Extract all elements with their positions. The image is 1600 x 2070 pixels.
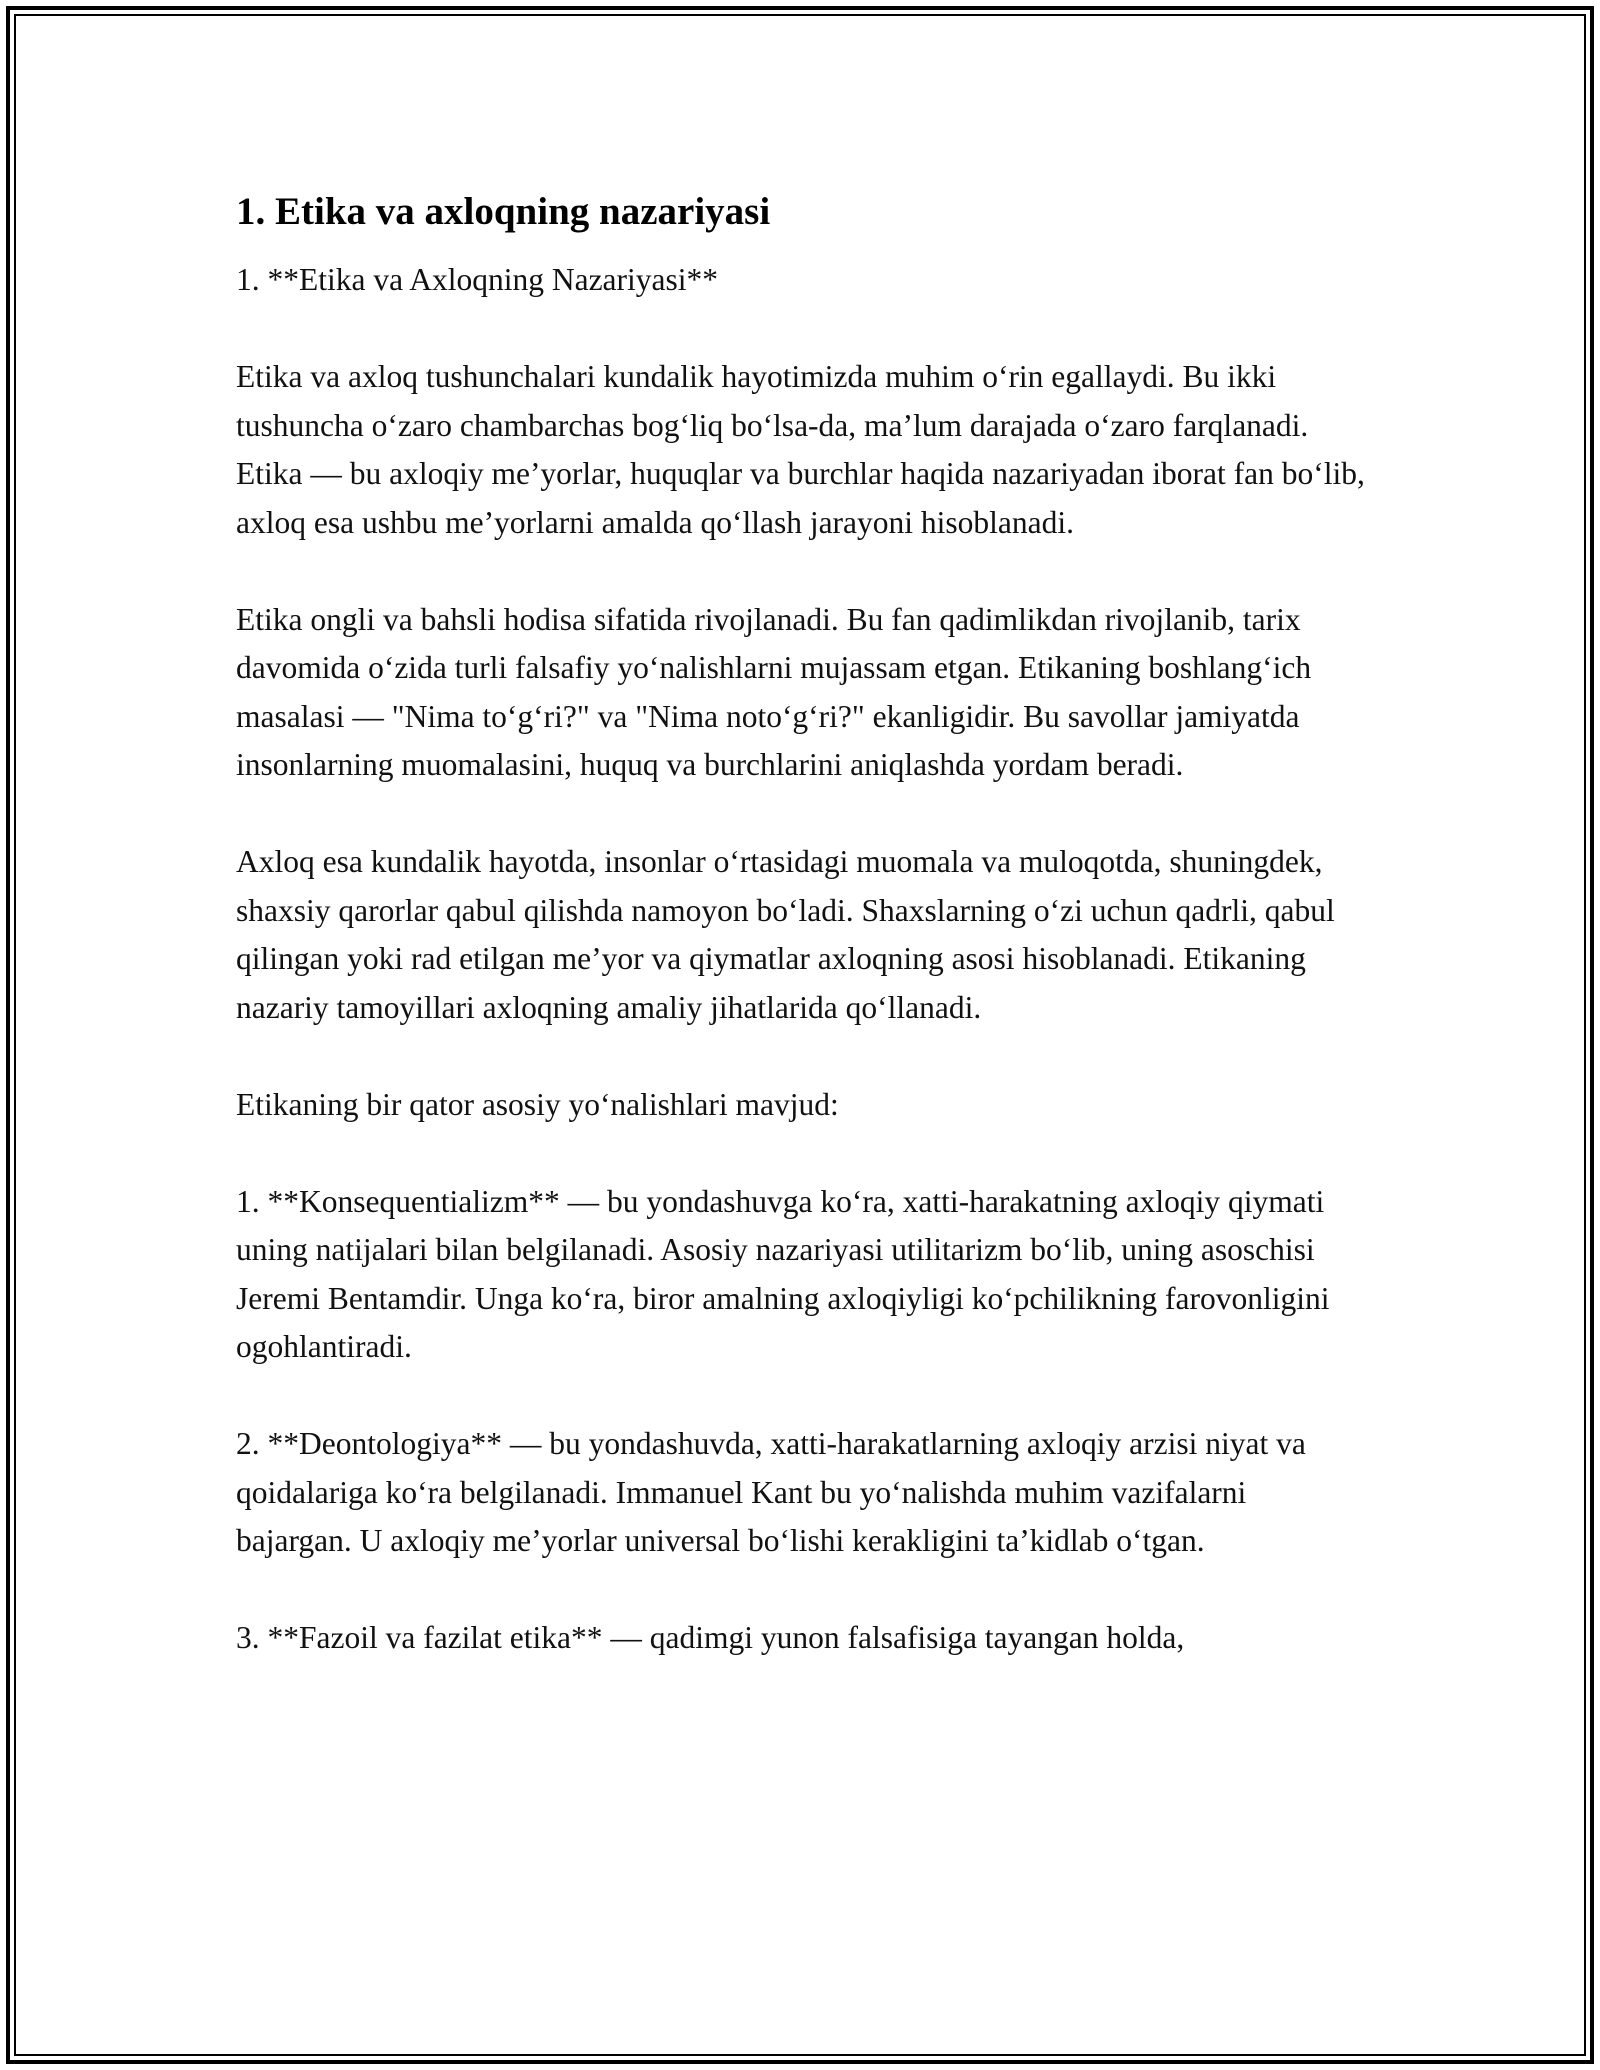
list-item-deontologiya: 2. **Deontologiya** — bu yondashuvda, xatti-harakatlarning axloqiy arzisi niyat va qoidalariga ko‘ra belgilanadi. Immanuel Kant bu yo‘nalishda muhim vazifalarni bajargan. U axloqiy me’yorlar universal bo‘lishi kerakligini ta’kidlab o‘tgan.	[236, 1426, 1306, 1558]
document-page	[236, 186, 1366, 1711]
list-item-konsequentializm: 1. **Konsequentializm** — bu yondashuvga ko‘ra, xatti-harakatning axloqiy qiymati uning natijalari bilan belgilanadi. Asosiy nazariyasi utilitarizm bo‘lib, uning asoschisi Jeremi Bentamdir. Unga ko‘ra, biror amalning axloqiyligi ko‘pchilikning farovonligini ogohlantiradi.	[236, 1183, 1330, 1364]
list-item-fazilat-etika: 3. **Fazoil va fazilat etika** — qadimgi yunon falsafisiga tayangan holda,	[236, 1620, 1185, 1655]
paragraph-etika-development: Etika ongli va bahsli hodisa sifatida rivojlanadi. Bu fan qadimlikdan rivojlanib, tarix davomida o‘zida turli falsafiy yo‘nalishlarni mujassam etgan. Etikaning boshlang‘ich masalasi — "Nima to‘g‘ri?" va "Nima noto‘g‘ri?" ekanligidir. Bu savollar jamiyatda insonlarning muomalasini, huquq va burchlarini aniqlashda yordam beradi.	[236, 601, 1312, 782]
paragraph-directions-intro: Etikaning bir qator asosiy yo‘nalishlari mavjud:	[236, 1086, 839, 1122]
section-title-paragraph: 1. **Etika va Axloqning Nazariyasi**	[236, 262, 719, 297]
page-title: 1. Etika va axloqning nazariyasi	[236, 190, 771, 233]
paragraph-axloq-daily: Axloq esa kundalik hayotda, insonlar o‘rtasidagi muomala va muloqotda, shuningdek, shaxsiy qarorlar qabul qilishda namoyon bo‘ladi. Shaxslarning o‘zi uchun qadrli, qabul qilingan yoki rad etilgan me’yor va qiymatlar axloqning asosi hisoblanadi. Etikaning nazariy tamoyillari axloqning amaliy jihatlarida qo‘llanadi.	[236, 844, 1335, 1025]
paragraph-intro: Etika va axloq tushunchalari kundalik hayotimizda muhim o‘rin egallaydi. Bu ikki tushuncha o‘zaro chambarchas bog‘liq bo‘lsa-da, ma’lum darajada o‘zaro farqlanadi. Etika — bu axloqiy me’yorlar, huquqlar va burchlar haqida nazariyadan iborat fan bo‘lib, axloq esa ushbu me’yorlarni amalda qo‘llash jarayoni hisoblanadi.	[236, 359, 1365, 540]
